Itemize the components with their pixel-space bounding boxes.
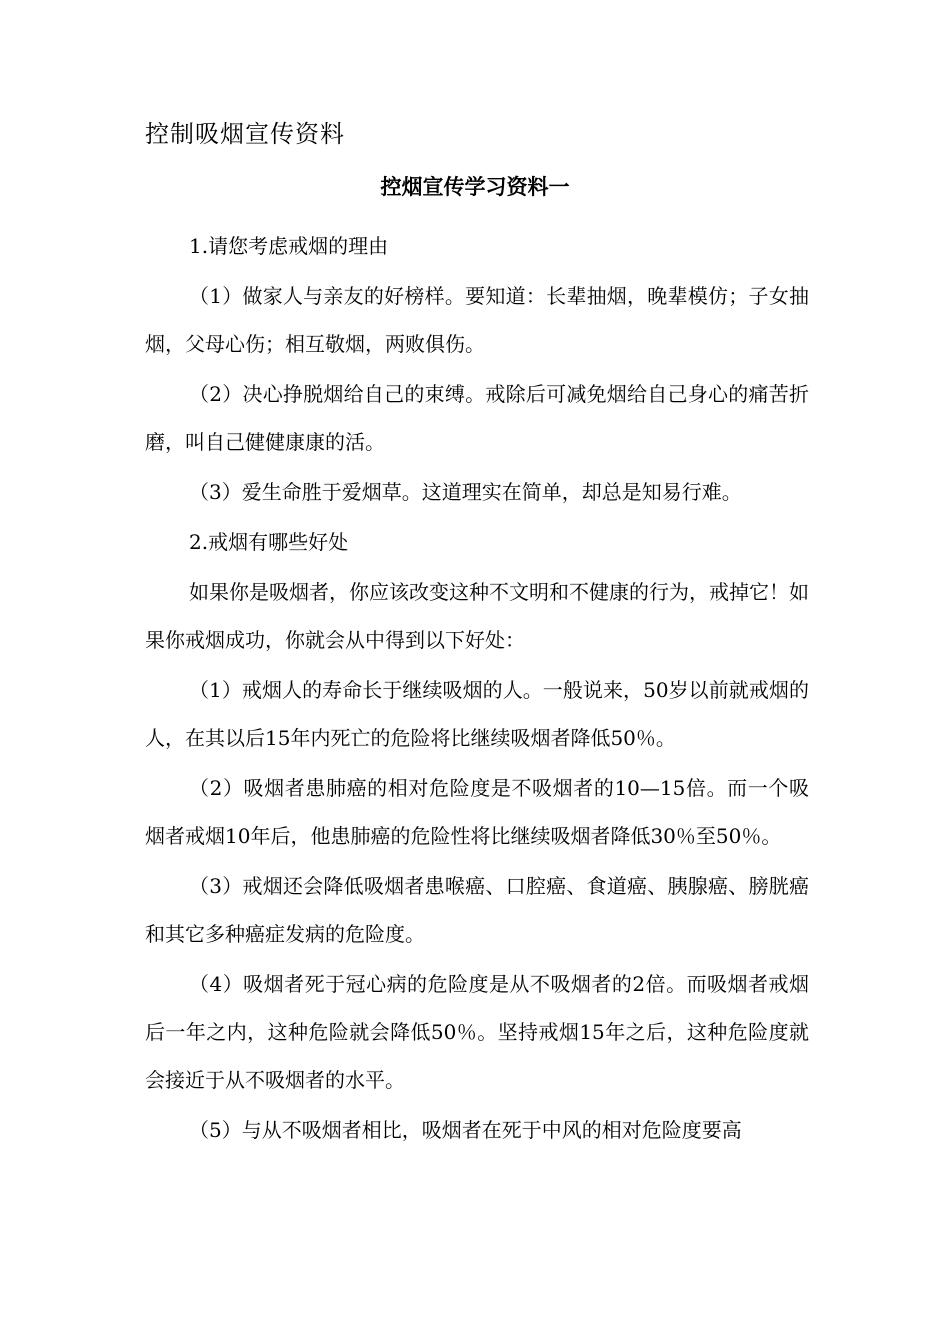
paragraph: （5）与从不吸烟者相比，吸烟者在死于中风的相对危险度要高 bbox=[189, 1118, 742, 1142]
paragraph: （2）决心挣脱烟给自己的束缚。戒除后可减免烟给自己身心的痛苦折磨，叫自己健健康康的活。 bbox=[145, 382, 809, 454]
document-title: 控制吸烟宣传资料 bbox=[145, 120, 345, 148]
section-heading: 控烟宣传学习资料一 bbox=[380, 175, 570, 199]
paragraph: （2）吸烟者患肺癌的相对危险度是不吸烟者的10—15倍。而一个吸烟者戒烟10年后，他患肺癌的危险性将比继续吸烟者降低30％至50％。 bbox=[145, 776, 809, 848]
paragraph-benefits-heading: 2.戒烟有哪些好处 bbox=[189, 530, 349, 554]
paragraph: （1）戒烟人的寿命长于继续吸烟的人。一般说来，50岁以前就戒烟的人，在其以后15年内死亡的危险将比继续吸烟者降低50％。 bbox=[145, 678, 809, 750]
paragraph: （3）爱生命胜于爱烟草。这道理实在简单，却总是知易行难。 bbox=[189, 480, 742, 504]
paragraph: 如果你是吸烟者，你应该改变这种不文明和不健康的行为，戒掉它！如果你戒烟成功，你就会从中得到以下好处： bbox=[145, 580, 809, 652]
paragraph: （1）做家人与亲友的好榜样。要知道：长辈抽烟，晚辈模仿；子女抽烟，父母心伤；相互敬烟，两败俱伤。 bbox=[145, 284, 809, 356]
paragraph: （4）吸烟者死于冠心病的危险度是从不吸烟者的2倍。而吸烟者戒烟后一年之内，这种危险就会降低50％。坚持戒烟15年之后，这种危险度就会接近于从不吸烟者的水平。 bbox=[145, 972, 809, 1092]
paragraph: （3）戒烟还会降低吸烟者患喉癌、口腔癌、食道癌、胰腺癌、膀胱癌和其它多种癌症发病的危险度。 bbox=[145, 874, 809, 946]
paragraph-reasons-heading: 1.请您考虑戒烟的理由 bbox=[189, 234, 389, 258]
document-body bbox=[145, 222, 809, 1156]
